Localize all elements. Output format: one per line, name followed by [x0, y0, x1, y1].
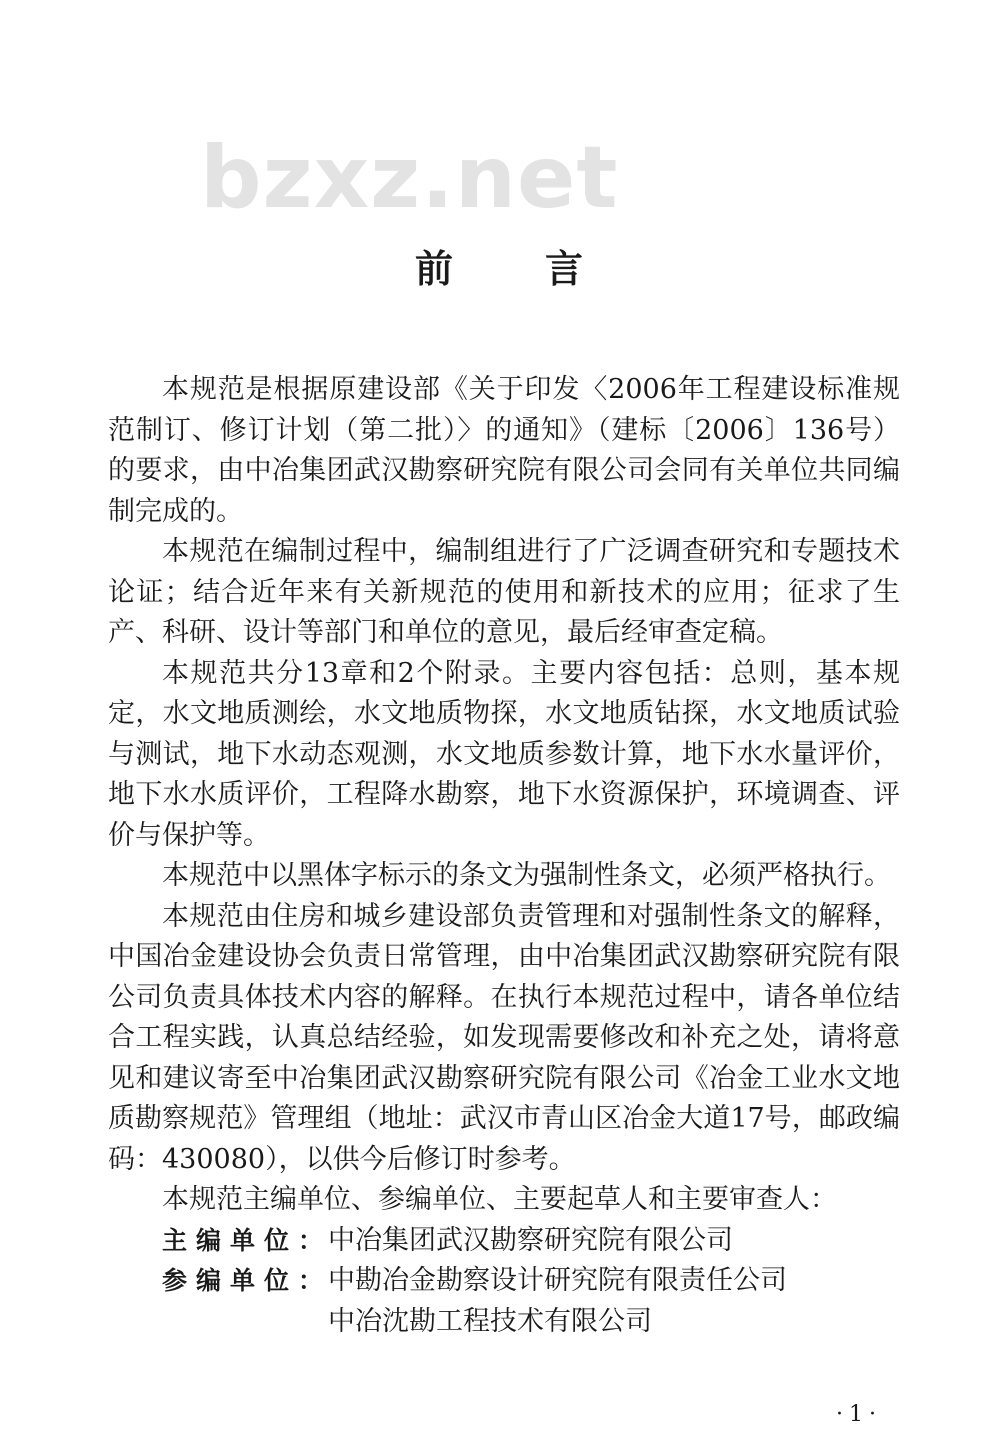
paragraph-origin: 本规范是根据原建设部《关于印发〈2006年工程建设标准规范制订、修订计划（第二批）〉的通知》（建标〔2006〕136号）的要求，由中冶集团武汉勘察研究院有限公司会同有关单位共同编制完成的。: [108, 374, 900, 527]
participating-unit-label: 参编单位：: [162, 1266, 333, 1295]
chief-unit-value: 中冶集团武汉勘察研究院有限公司: [328, 1224, 733, 1256]
title-char-2: 言: [545, 246, 586, 291]
watermark: bzxz.net: [200, 128, 619, 228]
chief-unit-row: [108, 1221, 900, 1262]
paragraph-units-intro: 本规范主编单位、参编单位、主要起草人和主要审查人：: [162, 1184, 837, 1215]
page-number: ·1·: [836, 1402, 882, 1427]
paragraph-contents: 本规范共分13章和2个附录。主要内容包括：总则，基本规定，水文地质测绘，水文地质物探，水文地质钻探，水文地质试验与测试，地下水动态观测，水文地质参数计算，地下水水量评价，地下水水质评价，工程降水勘察，地下水资源保护，环境调查、评价与保护等。: [108, 657, 900, 851]
paragraph-process: 本规范在编制过程中，编制组进行了广泛调查研究和专题技术论证；结合近年来有关新规范的使用和新技术的应用；征求了生产、科研、设计等部门和单位的意见，最后经审查定稿。: [108, 536, 900, 648]
page-title: [0, 238, 1000, 293]
preface-body: [108, 370, 900, 1342]
paragraph-management: 本规范由住房和城乡建设部负责管理和对强制性条文的解释，中国冶金建设协会负责日常管理，由中冶集团武汉勘察研究院有限公司负责具体技术内容的解释。在执行本规范过程中，请各单位结合工程实践，认真总结经验，如发现需要修改和补充之处，请将意见和建议寄至中冶集团武汉勘察研究院有限公司《冶金工业水文地质勘察规范》管理组（地址：武汉市青山区冶金大道17号，邮政编码：430080），以供今后修订时参考。: [108, 900, 900, 1175]
title-char-1: 前: [414, 246, 455, 291]
paragraph-mandatory: 本规范中以黑体字标示的条文为强制性条文，必须严格执行。: [162, 860, 891, 891]
participating-unit-value-2: 中冶沈勘工程技术有限公司: [328, 1305, 652, 1337]
participating-unit-row-2: [108, 1302, 900, 1343]
participating-unit-row: [108, 1261, 900, 1302]
chief-unit-label: 主编单位：: [162, 1225, 333, 1255]
participating-unit-value-1: 中勘冶金勘察设计研究院有限责任公司: [328, 1265, 787, 1296]
